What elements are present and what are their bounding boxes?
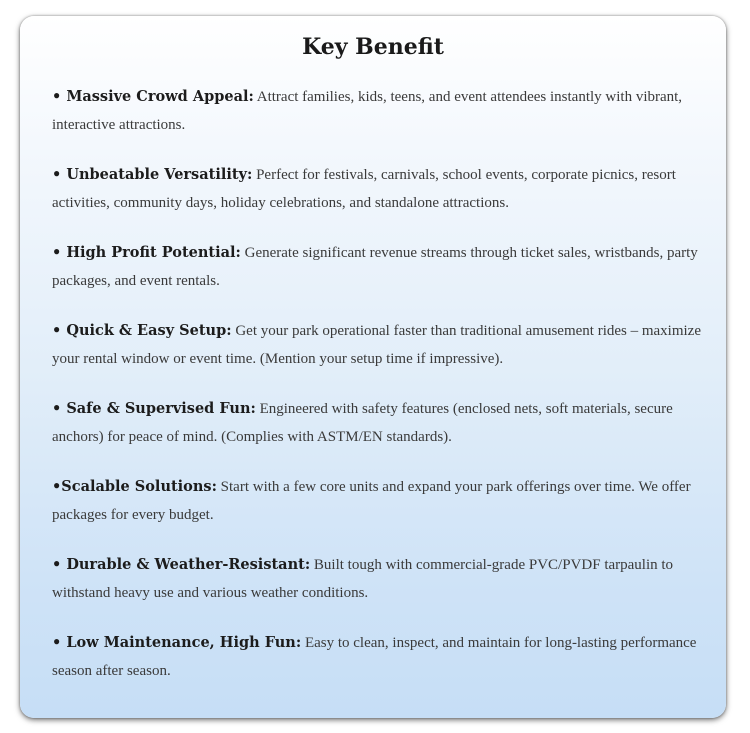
- benefit-heading: • Durable & Weather-Resistant:: [52, 556, 311, 573]
- benefit-heading: • Low Maintenance, High Fun:: [52, 634, 302, 651]
- benefit-heading: • Unbeatable Versatility:: [52, 166, 253, 183]
- benefit-text: Attract families, kids, teens, and event attendees instantly with vibrant, interactive attractions.: [52, 89, 683, 133]
- benefit-heading: • Massive Crowd Appeal:: [52, 88, 254, 105]
- benefit-heading: •Scalable Solutions:: [52, 478, 217, 495]
- benefit-massive-crowd-appeal: [52, 83, 704, 139]
- benefit-durable-weather-resistant: [52, 551, 704, 607]
- key-benefit-card: [20, 16, 726, 718]
- benefit-text: Built tough with commercial-grade PVC/PVDF tarpaulin to withstand heavy use and various weather conditions.: [52, 557, 674, 601]
- benefit-text: Perfect for festivals, carnivals, school events, corporate picnics, resort activities, community days, holiday celebrations, and standalone attractions.: [52, 167, 676, 211]
- benefit-high-profit-potential: [52, 239, 704, 295]
- benefit-text: Start with a few core units and expand your park offerings over time. We offer packages for every budget.: [52, 479, 691, 523]
- benefit-heading: • High Profit Potential:: [52, 244, 241, 261]
- benefit-heading: • Quick & Easy Setup:: [52, 322, 232, 339]
- page-title: Key Benefit: [302, 34, 444, 60]
- benefit-text: Easy to clean, inspect, and maintain for long-lasting performance season after season.: [52, 635, 697, 679]
- benefit-text: Get your park operational faster than traditional amusement rides – maximize your rental window or event time. (Mention your setup time if impressive).: [52, 323, 702, 367]
- benefit-heading: • Safe & Supervised Fun:: [52, 400, 256, 417]
- benefit-text: Generate significant revenue streams through ticket sales, wristbands, party packages, and event rentals.: [52, 245, 698, 289]
- benefit-scalable-solutions: [52, 473, 704, 529]
- benefit-unbeatable-versatility: [52, 161, 704, 217]
- benefit-low-maintenance-high-fun: [52, 629, 704, 685]
- benefit-text: Engineered with safety features (enclosed nets, soft materials, secure anchors) for peace of mind. (Complies with ASTM/EN standards).: [52, 401, 673, 445]
- benefit-safe-supervised-fun: [52, 395, 704, 451]
- benefit-quick-easy-setup: [52, 317, 704, 373]
